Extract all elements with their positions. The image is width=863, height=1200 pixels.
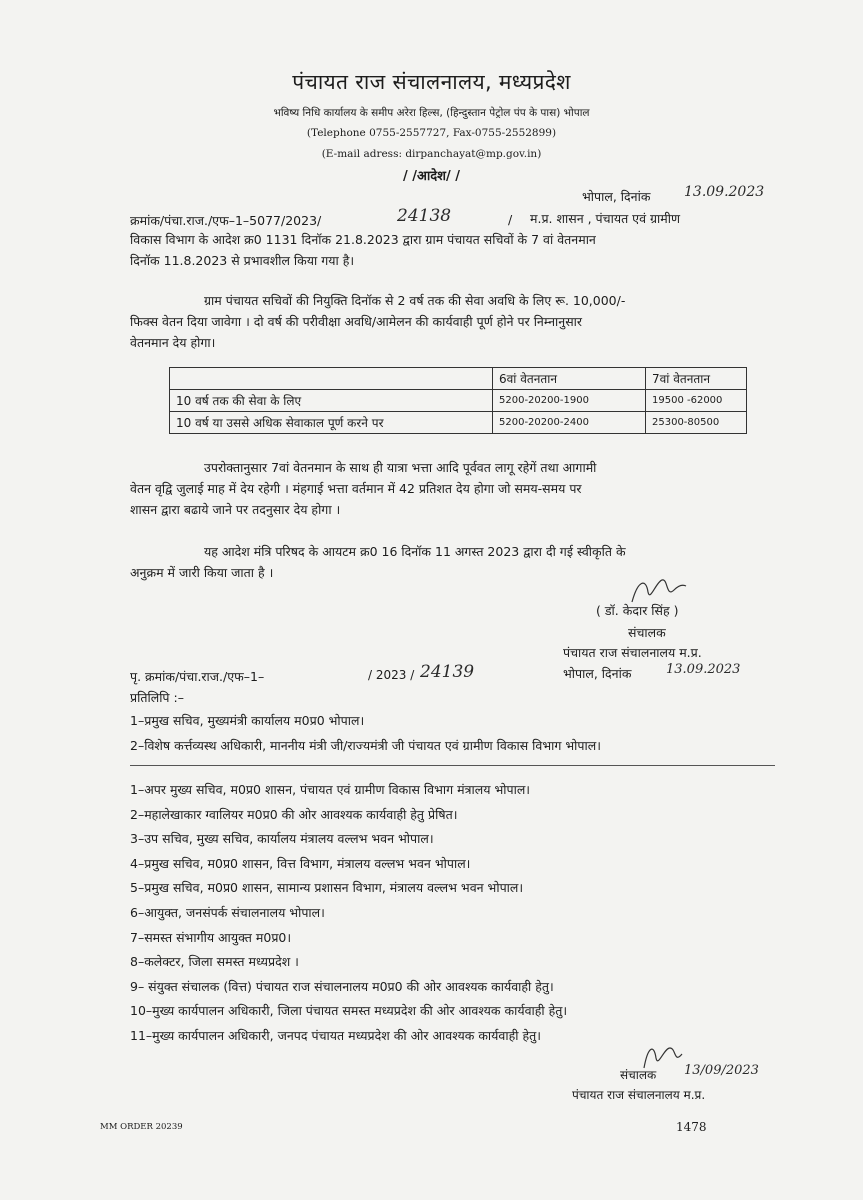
office-email: (E-mail adress: dirpanchayat@mp.gov.in): [321, 148, 542, 160]
recipient-item: 4–प्रमुख सचिव, म0प्र0 शासन, वित्त विभाग, मंत्रालय वल्लभ भवन भोपाल।: [130, 855, 471, 871]
paragraph-2: [130, 290, 758, 353]
recipient-item: 2–महालेखाकार ग्वालियर म0प्र0 की ओर आवश्यक कार्यवाही हेतु प्रेषित।: [130, 806, 458, 822]
paragraph-line: वेतनमान देय होगा।: [130, 335, 216, 350]
page-number: 1478: [676, 1120, 707, 1134]
pay-scale-table: [169, 367, 747, 434]
recipient-item: 3–उप सचिव, मुख्य सचिव, कार्यालय मंत्रालय वल्लभ भवन भोपाल।: [130, 831, 434, 847]
recipient-item: 6–आयुक्त, जनसंपर्क संचालनालय भोपाल।: [130, 904, 325, 920]
table-row: [170, 412, 747, 434]
table-cell: 25300-80500: [646, 412, 747, 434]
signatory-designation: संचालक: [620, 1068, 657, 1082]
handwritten-endorsement-number: 24139: [420, 662, 475, 682]
signatory-name: ( डॉ. केदार सिंह ): [596, 603, 679, 618]
paragraph-line: यह आदेश मंत्रि परिषद के आयटम क्र0 16 दिनॉक 11 अगस्त 2023 द्वारा दी गई स्वीकृति के: [204, 544, 626, 559]
table-cell: 5200-20200-1900: [493, 390, 646, 412]
paragraph-3: [130, 457, 758, 520]
footer-code: MM ORDER 20239: [100, 1122, 183, 1132]
recipient-item: 5–प्रमुख सचिव, म0प्र0 शासन, सामान्य प्रशासन विभाग, मंत्रालय वल्लभ भवन भोपाल।: [130, 880, 524, 896]
recipient-item: 1–प्रमुख सचिव, मुख्यमंत्री कार्यालय म0प्र0 भोपाल।: [130, 713, 365, 728]
date-label: भोपाल, दिनांक: [582, 189, 651, 204]
endorsement-year: / 2023 /: [368, 668, 415, 682]
table-cell: 10 वर्ष तक की सेवा के लिए: [170, 390, 493, 412]
order-heading: / /आदेश/ /: [402, 169, 461, 184]
recipient-item: 10–मुख्य कार्यपालन अधिकारी, जिला पंचायत समस्त मध्यप्रदेश की ओर आवश्यक कार्यवाही हेतु।: [130, 1003, 568, 1019]
signature-date: 13.09.2023: [666, 662, 741, 677]
recipient-item: 7–समस्त संभागीय आयुक्त म0प्र0।: [130, 929, 292, 945]
signatory-office: पंचायत राज संचालनालय म.प्र.: [563, 645, 702, 660]
signature-date-label: भोपाल, दिनांक: [563, 666, 632, 681]
recipient-item: 8–कलेक्टर, जिला समस्त मध्यप्रदेश ।: [130, 954, 299, 970]
paragraph-line: उपरोक्तानुसार 7वां वेतनमान के साथ ही यात्रा भत्ता आदि पूर्ववत लागू रहेगें तथा आगामी: [204, 460, 597, 475]
office-telephone: (Telephone 0755-2557727, Fax-0755-2552899): [306, 127, 557, 139]
table-cell: 19500 -62000: [646, 390, 747, 412]
table-header-cell: [170, 368, 493, 390]
handwritten-order-number: 24138: [397, 206, 452, 226]
handwritten-date: 13.09.2023: [684, 184, 765, 200]
recipient-list: [130, 778, 567, 1049]
table-cell: 5200-20200-2400: [493, 412, 646, 434]
recipient-item: 1–अपर मुख्य सचिव, म0प्र0 शासन, पंचायत एवं ग्रामीण विकास विभाग मंत्रालय भोपाल।: [130, 782, 531, 797]
table-header-row: [170, 368, 747, 390]
signatory-designation: संचालक: [628, 625, 666, 640]
divider: [130, 765, 775, 766]
recipient-item: 2–विशेष कर्त्तव्यस्थ अधिकारी, माननीय मंत्री जी/राज्यमंत्री जी पंचायत एवं ग्रामीण विकास विभाग भोपाल।: [130, 738, 601, 753]
office-address: भविष्य निधि कार्यालय के समीप अरेरा हिल्स, (हिन्दुस्तान पेट्रोल पंप के पास) भोपाल: [273, 107, 590, 119]
ref-slash: /: [508, 212, 513, 227]
recipient-item: 11–मुख्य कार्यपालन अधिकारी, जनपद पंचायत मध्यप्रदेश की ओर आवश्यक कार्यवाही हेतु।: [130, 1027, 541, 1043]
signatory-office: पंचायत राज संचालनालय म.प्र.: [572, 1088, 706, 1102]
copy-to-label: प्रतिलिपि :–: [130, 690, 184, 705]
office-title: पंचायत राज संचालनालय, मध्यप्रदेश: [292, 70, 571, 94]
paragraph-line: वेतन वृद्वि जुलाई माह में देय रहेगी । मंहगाई भत्ता वर्तमान में 42 प्रतिशत देय होगा जो समय-समय पर: [130, 481, 582, 496]
order-reference: क्रमांक/पंचा.राज./एफ–1–5077/2023/: [130, 213, 322, 228]
table-header-cell: 7वां वेतनतान: [646, 368, 747, 390]
paragraph-line: ग्राम पंचायत सचिवों की नियुक्ति दिनॉक से 2 वर्ष तक की सेवा अवधि के लिए रू. 10,000/-: [204, 293, 626, 308]
paragraph-line: फिक्स वेतन दिया जावेगा । दो वर्ष की परीवीक्षा अवधि/आमेलन की कार्यवाही पूर्ण होने पर निम्नानुसार: [130, 314, 582, 329]
paragraph-line: शासन द्वारा बढाये जाने पर तदनुसार देय होगा ।: [130, 502, 341, 517]
paragraph-line: म.प्र. शासन , पंचायत एवं ग्रामीण: [530, 211, 681, 226]
table-row: [170, 390, 747, 412]
table-cell: 10 वर्ष या उससे अधिक सेवाकाल पूर्ण करने पर: [170, 412, 493, 434]
endorsement-reference: पृ. क्रमांक/पंचा.राज./एफ–1–: [130, 669, 265, 684]
table-header-cell: 6वां वेतनतान: [493, 368, 646, 390]
paragraph-line: विकास विभाग के आदेश क्र0 1131 दिनॉक 21.8.2023 द्वारा ग्राम पंचायत सचिवों के 7 वां वेतनमान: [130, 232, 596, 247]
paragraph-line: अनुक्रम में जारी किया जाता है ।: [130, 565, 274, 580]
recipient-item: 9– संयुक्त संचालक (वित्त) पंचायत राज संचालनालय म0प्र0 की ओर आवश्यक कार्यवाही हेतु।: [130, 978, 554, 994]
handwritten-date: 13/09/2023: [684, 1063, 759, 1078]
paragraph-1-start: [530, 208, 758, 229]
paragraph-1: [130, 229, 758, 271]
paragraph-line: दिनॉक 11.8.2023 से प्रभावशील किया गया है।: [130, 253, 355, 268]
